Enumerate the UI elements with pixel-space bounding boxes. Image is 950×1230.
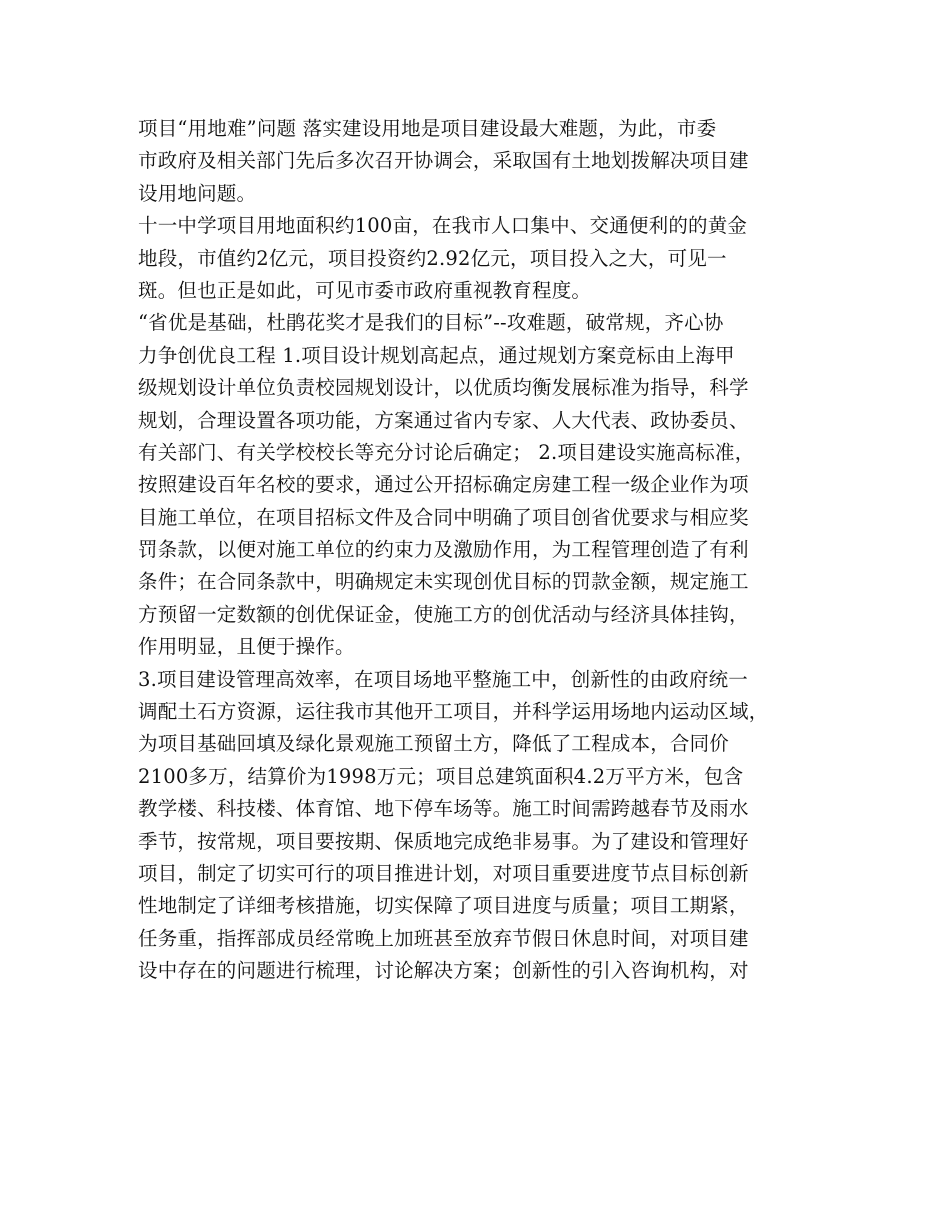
text-line: 十一中学项目用地面积约100亩，在我市人口集中、交通便利的的黄金 — [138, 214, 748, 238]
text-line: 市政府及相关部门先后多次召开协调会，采取国有土地划拨解决项目建 — [138, 149, 749, 173]
text-line: 按照建设百年名校的要求，通过公开招标确定房建工程一级企业作为项 — [138, 473, 749, 497]
text-line: 为项目基础回填及绿化景观施工预留土方，降低了工程成本，合同价 — [138, 732, 730, 756]
text-line: 有关部门、有关学校校长等充分讨论后确定； 2.项目建设实施高标准， — [138, 440, 755, 464]
text-line: 项目，制定了切实可行的项目推进计划，对项目重要进度节点目标创新 — [138, 861, 749, 885]
text-line: 设中存在的问题进行梳理，讨论解决方案；创新性的引入咨询机构，对 — [138, 959, 749, 983]
text-line: 季节，按常规，项目要按期、保质地完成绝非易事。为了建设和管理好 — [138, 829, 749, 853]
text-line: 力争创优良工程 1.项目设计规划高起点，通过规划方案竞标由上海甲 — [138, 343, 735, 367]
document-body — [138, 113, 810, 988]
text-line: 目施工单位，在项目招标文件及合同中明确了项目创省优要求与相应奖 — [138, 505, 749, 529]
text-line: 调配土石方资源，运往我市其他开工项目，并科学运用场地内运动区域， — [138, 700, 769, 724]
text-line: 罚条款，以便对施工单位的约束力及激励作用，为工程管理创造了有利 — [138, 538, 749, 562]
text-line: 项目“用地难”问题 落实建设用地是项目建设最大难题，为此，市委 — [138, 117, 717, 140]
text-line: 教学楼、科技楼、体育馆、地下停车场等。施工时间需跨越春节及雨水 — [138, 797, 749, 821]
text-line: 规划，合理设置各项功能，方案通过省内专家、人大代表、政协委员、 — [138, 408, 749, 432]
text-line: 条件；在合同条款中，明确规定未实现创优目标的罚款金额，规定施工 — [138, 570, 749, 594]
text-line: 3.项目建设管理高效率，在项目场地平整施工中，创新性的由政府统一 — [138, 667, 749, 691]
text-line: 任务重，指挥部成员经常晚上加班甚至放弃节假日休息时间，对项目建 — [138, 926, 749, 950]
text-line: 性地制定了详细考核措施，切实保障了项目进度与质量；项目工期紧， — [138, 894, 749, 918]
text-line: 设用地问题。 — [138, 181, 257, 205]
text-line: 斑。但也正是如此，可见市委市政府重视教育程度。 — [138, 278, 592, 302]
text-line: 方预留一定数额的创优保证金，使施工方的创优活动与经济具体挂钩， — [138, 602, 749, 626]
text-line: 2100多万，结算价为1998万元；项目总建筑面积4.2万平方米，包含 — [138, 764, 744, 788]
text-line: 级规划设计单位负责校园规划设计，以优质均衡发展标准为指导，科学 — [138, 376, 749, 400]
text-line: 地段，市值约2亿元，项目投资约2.92亿元，项目投入之大，可见一 — [138, 246, 727, 270]
text-line: “省优是基础，杜鹃花奖才是我们的目标”--攻难题，破常规，齐心协 — [138, 311, 724, 335]
text-line: 作用明显，且便于操作。 — [138, 635, 355, 659]
